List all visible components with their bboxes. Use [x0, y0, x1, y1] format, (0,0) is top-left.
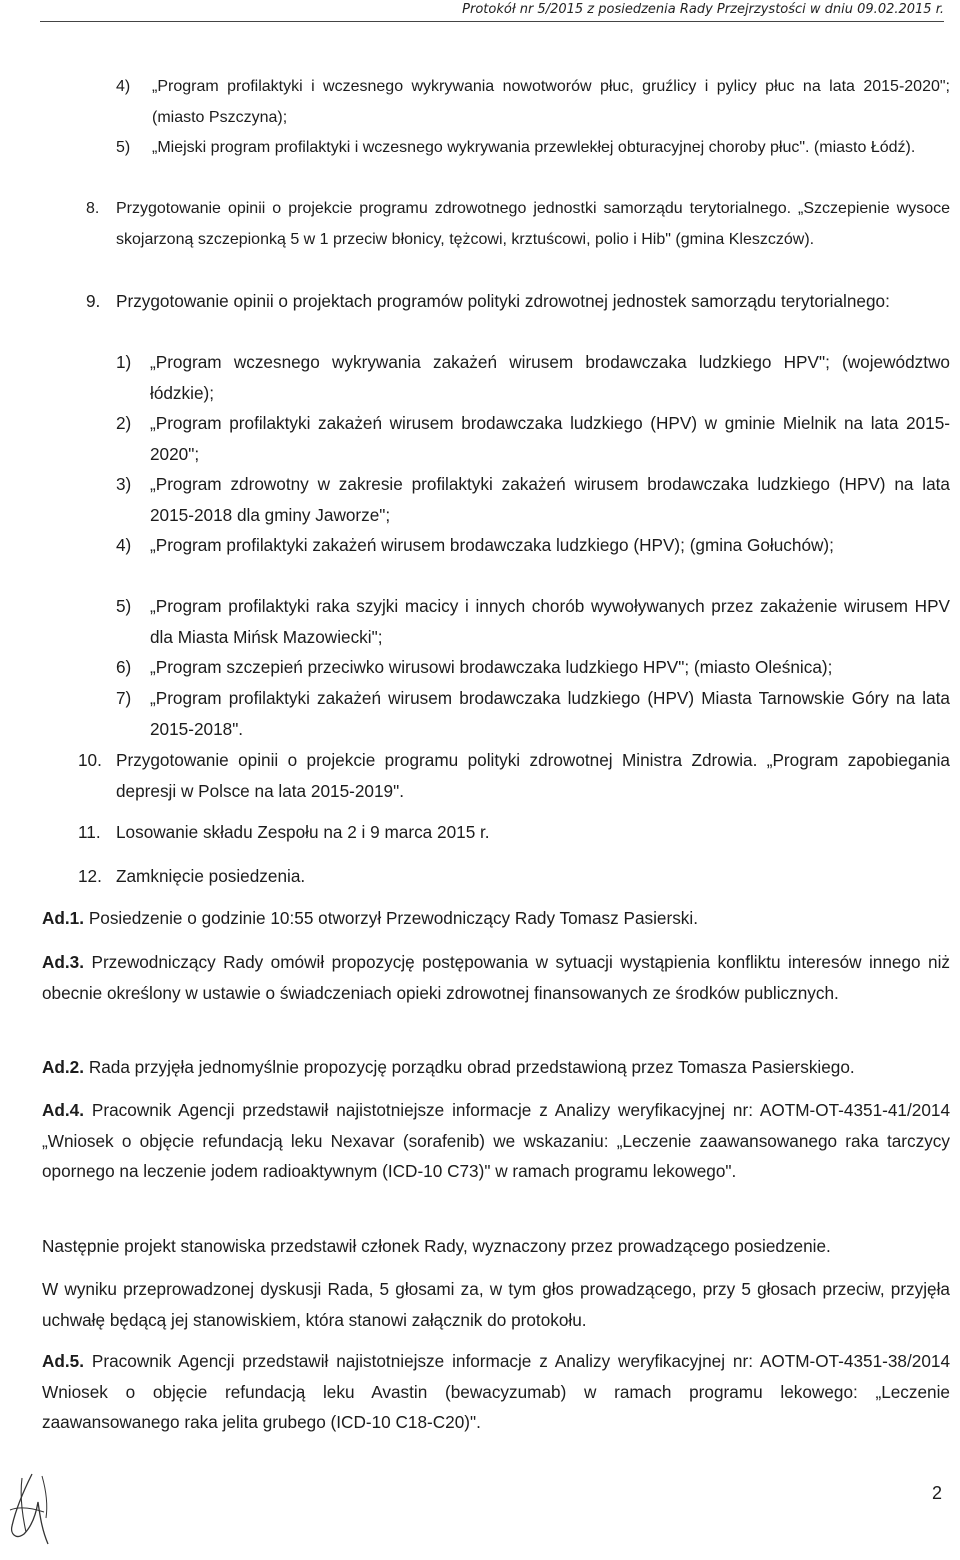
- agenda-subitem: [116, 347, 950, 408]
- agenda-item: [78, 817, 950, 848]
- agenda-subitem: [116, 591, 950, 652]
- agenda-item: [86, 286, 950, 317]
- minutes-text: Przewodniczący Rady omówił propozycję postępowania w sytuacji wystąpienia konfliktu interesów innego niż obecnie określony w ustawie o świadczeniach opieki zdrowotnej finansowanych ze środków publicznych.: [42, 952, 951, 1003]
- minutes-label: Ad.2.: [42, 1057, 85, 1077]
- agenda-item-number: 9.: [86, 291, 101, 311]
- subitem-number: 2): [116, 413, 132, 433]
- agenda-subitem: [116, 469, 950, 530]
- minutes-text: Posiedzenie o godzinie 10:55 otworzył Przewodniczący Rady Tomasz Pasierski.: [88, 908, 698, 928]
- subitem-text: „Miejski program profilaktyki i wczesnego wykrywania przewlekłej obturacyjnej choroby płuc". (miasto Łódź).: [152, 139, 916, 156]
- agenda-item-text: Zamknięcie posiedzenia.: [116, 866, 306, 886]
- subitem-number: 7): [116, 688, 132, 708]
- minutes-label: Ad.3.: [42, 952, 85, 972]
- minutes-paragraph: [42, 1231, 950, 1262]
- agenda-item-text: Przygotowanie opinii o projekcie programu zdrowotnego jednostki samorządu terytorialnego. „Szczepienie wysoce skojarzoną szczepionką 5 w 1 przeciw błonicy, tężcowi, krztuścowi, polio i Hib" (gmina Kleszczów).: [116, 200, 950, 248]
- agenda-item: [86, 194, 950, 255]
- agenda-item-number: 11.: [78, 822, 101, 842]
- subitem-number: 1): [116, 352, 132, 372]
- agenda-item-text: Przygotowanie opinii o projekcie programu polityki zdrowotnej Ministra Zdrowia. „Program zapobiegania depresji w Polsce na lata 2015-2019".: [116, 750, 950, 801]
- minutes-paragraph: [42, 1274, 950, 1335]
- agenda-subitem: [116, 530, 950, 561]
- minutes-paragraph: [42, 1095, 950, 1187]
- subitem-number: 3): [116, 474, 132, 494]
- subitem-text: „Program wczesnego wykrywania zakażeń wirusem brodawczaka ludzkiego HPV"; (województwo łódzkie);: [150, 352, 950, 403]
- minutes-label: Ad.1.: [42, 908, 85, 928]
- agenda-item-number: 12.: [78, 866, 102, 886]
- subitem-text: „Program profilaktyki i wczesnego wykrywania nowotworów płuc, gruźlicy i pylicy płuc na lata 2015-2020"; (miasto Pszczyna);: [152, 78, 950, 126]
- agenda-subitem: [116, 652, 950, 683]
- agenda-subitem: [116, 683, 950, 744]
- agenda-subitem: [116, 408, 950, 469]
- subitem-text: „Program profilaktyki zakażeń wirusem brodawczaka ludzkiego (HPV) Miasta Tarnowskie Góry na lata 2015-2018".: [150, 688, 950, 739]
- subitem-text: „Program profilaktyki zakażeń wirusem brodawczaka ludzkiego (HPV); (gmina Gołuchów);: [150, 535, 834, 555]
- minutes-text: Rada przyjęła jednomyślnie propozycję porządku obrad przedstawioną przez Tomasza Pasierskiego.: [88, 1057, 855, 1077]
- agenda-item-number: 10.: [78, 750, 102, 770]
- subitem-text: „Program szczepień przeciwko wirusowi brodawczaka ludzkiego HPV"; (miasto Oleśnica);: [150, 657, 833, 677]
- agenda-item: [78, 745, 950, 806]
- minutes-text: Pracownik Agencji przedstawił najistotniejsze informacje z Analizy weryfikacyjnej nr: AOTM-OT-4351-41/2014 „Wniosek o objęcie refundacją leku Nexavar (sorafenib) we wskazaniu: „Leczenie zaawansowanego raka tarczycy opornego na leczenie jodem radioaktywnym (ICD-10 C73)" w ramach programu lekowego".: [42, 1100, 950, 1181]
- minutes-label: Ad.5.: [42, 1351, 85, 1371]
- agenda-item-text: Losowanie składu Zespołu na 2 i 9 marca 2015 r.: [116, 822, 490, 842]
- agenda-item-number: 8.: [86, 200, 100, 217]
- subitem-text: „Program zdrowotny w zakresie profilaktyki zakażeń wirusem brodawczaka ludzkiego (HPV) na lata 2015-2018 dla gminy Jaworze";: [150, 474, 950, 525]
- minutes-text: W wyniku przeprowadzonej dyskusji Rada, 5 głosami za, w tym głos prowadzącego, przy 5 głosach przeciw, przyjęła uchwałę będącą jej stanowiskiem, która stanowi załącznik do protokołu.: [42, 1279, 950, 1330]
- subitem-number: 5): [116, 139, 131, 156]
- subitem-number: 4): [116, 78, 131, 95]
- header-rule: [40, 21, 944, 22]
- agenda-item-text: Przygotowanie opinii o projektach programów polityki zdrowotnej jednostek samorządu terytorialnego:: [116, 291, 890, 311]
- handwritten-signature: [2, 1470, 62, 1550]
- page-number: 2: [931, 1483, 942, 1503]
- minutes-paragraph: [42, 947, 950, 1008]
- minutes-paragraph: [42, 1052, 950, 1083]
- subitem-number: 6): [116, 657, 132, 677]
- minutes-text: Pracownik Agencji przedstawił najistotniejsze informacje z Analizy weryfikacyjnej nr: AOTM-OT-4351-38/2014 Wniosek o objęcie refundacją leku Avastin (bewacyzumab) w ramach programu lekowego: „Leczenie zaawansowanego raka jelita grubego (ICD-10 C18-C20)".: [42, 1351, 950, 1432]
- minutes-text: Następnie projekt stanowiska przedstawił członek Rady, wyznaczony przez prowadzącego posiedzenie.: [42, 1236, 831, 1256]
- minutes-paragraph: [42, 1346, 950, 1438]
- subitem-text: „Program profilaktyki zakażeń wirusem brodawczaka ludzkiego (HPV) w gminie Mielnik na lata 2015-2020";: [150, 413, 950, 464]
- page-header: Protokół nr 5/2015 z posiedzenia Rady Przejrzystości w dniu 09.02.2015 r.: [462, 2, 944, 17]
- agenda-subitem: [116, 72, 950, 133]
- minutes-paragraph: [42, 903, 950, 934]
- agenda-subitem: [116, 133, 950, 164]
- subitem-number: 4): [116, 535, 132, 555]
- agenda-item: [78, 861, 950, 892]
- subitem-number: 5): [116, 596, 132, 616]
- minutes-label: Ad.4.: [42, 1100, 85, 1120]
- subitem-text: „Program profilaktyki raka szyjki macicy i innych chorób wywoływanych przez zakażenie wirusem HPV dla Miasta Mińsk Mazowiecki";: [150, 596, 950, 647]
